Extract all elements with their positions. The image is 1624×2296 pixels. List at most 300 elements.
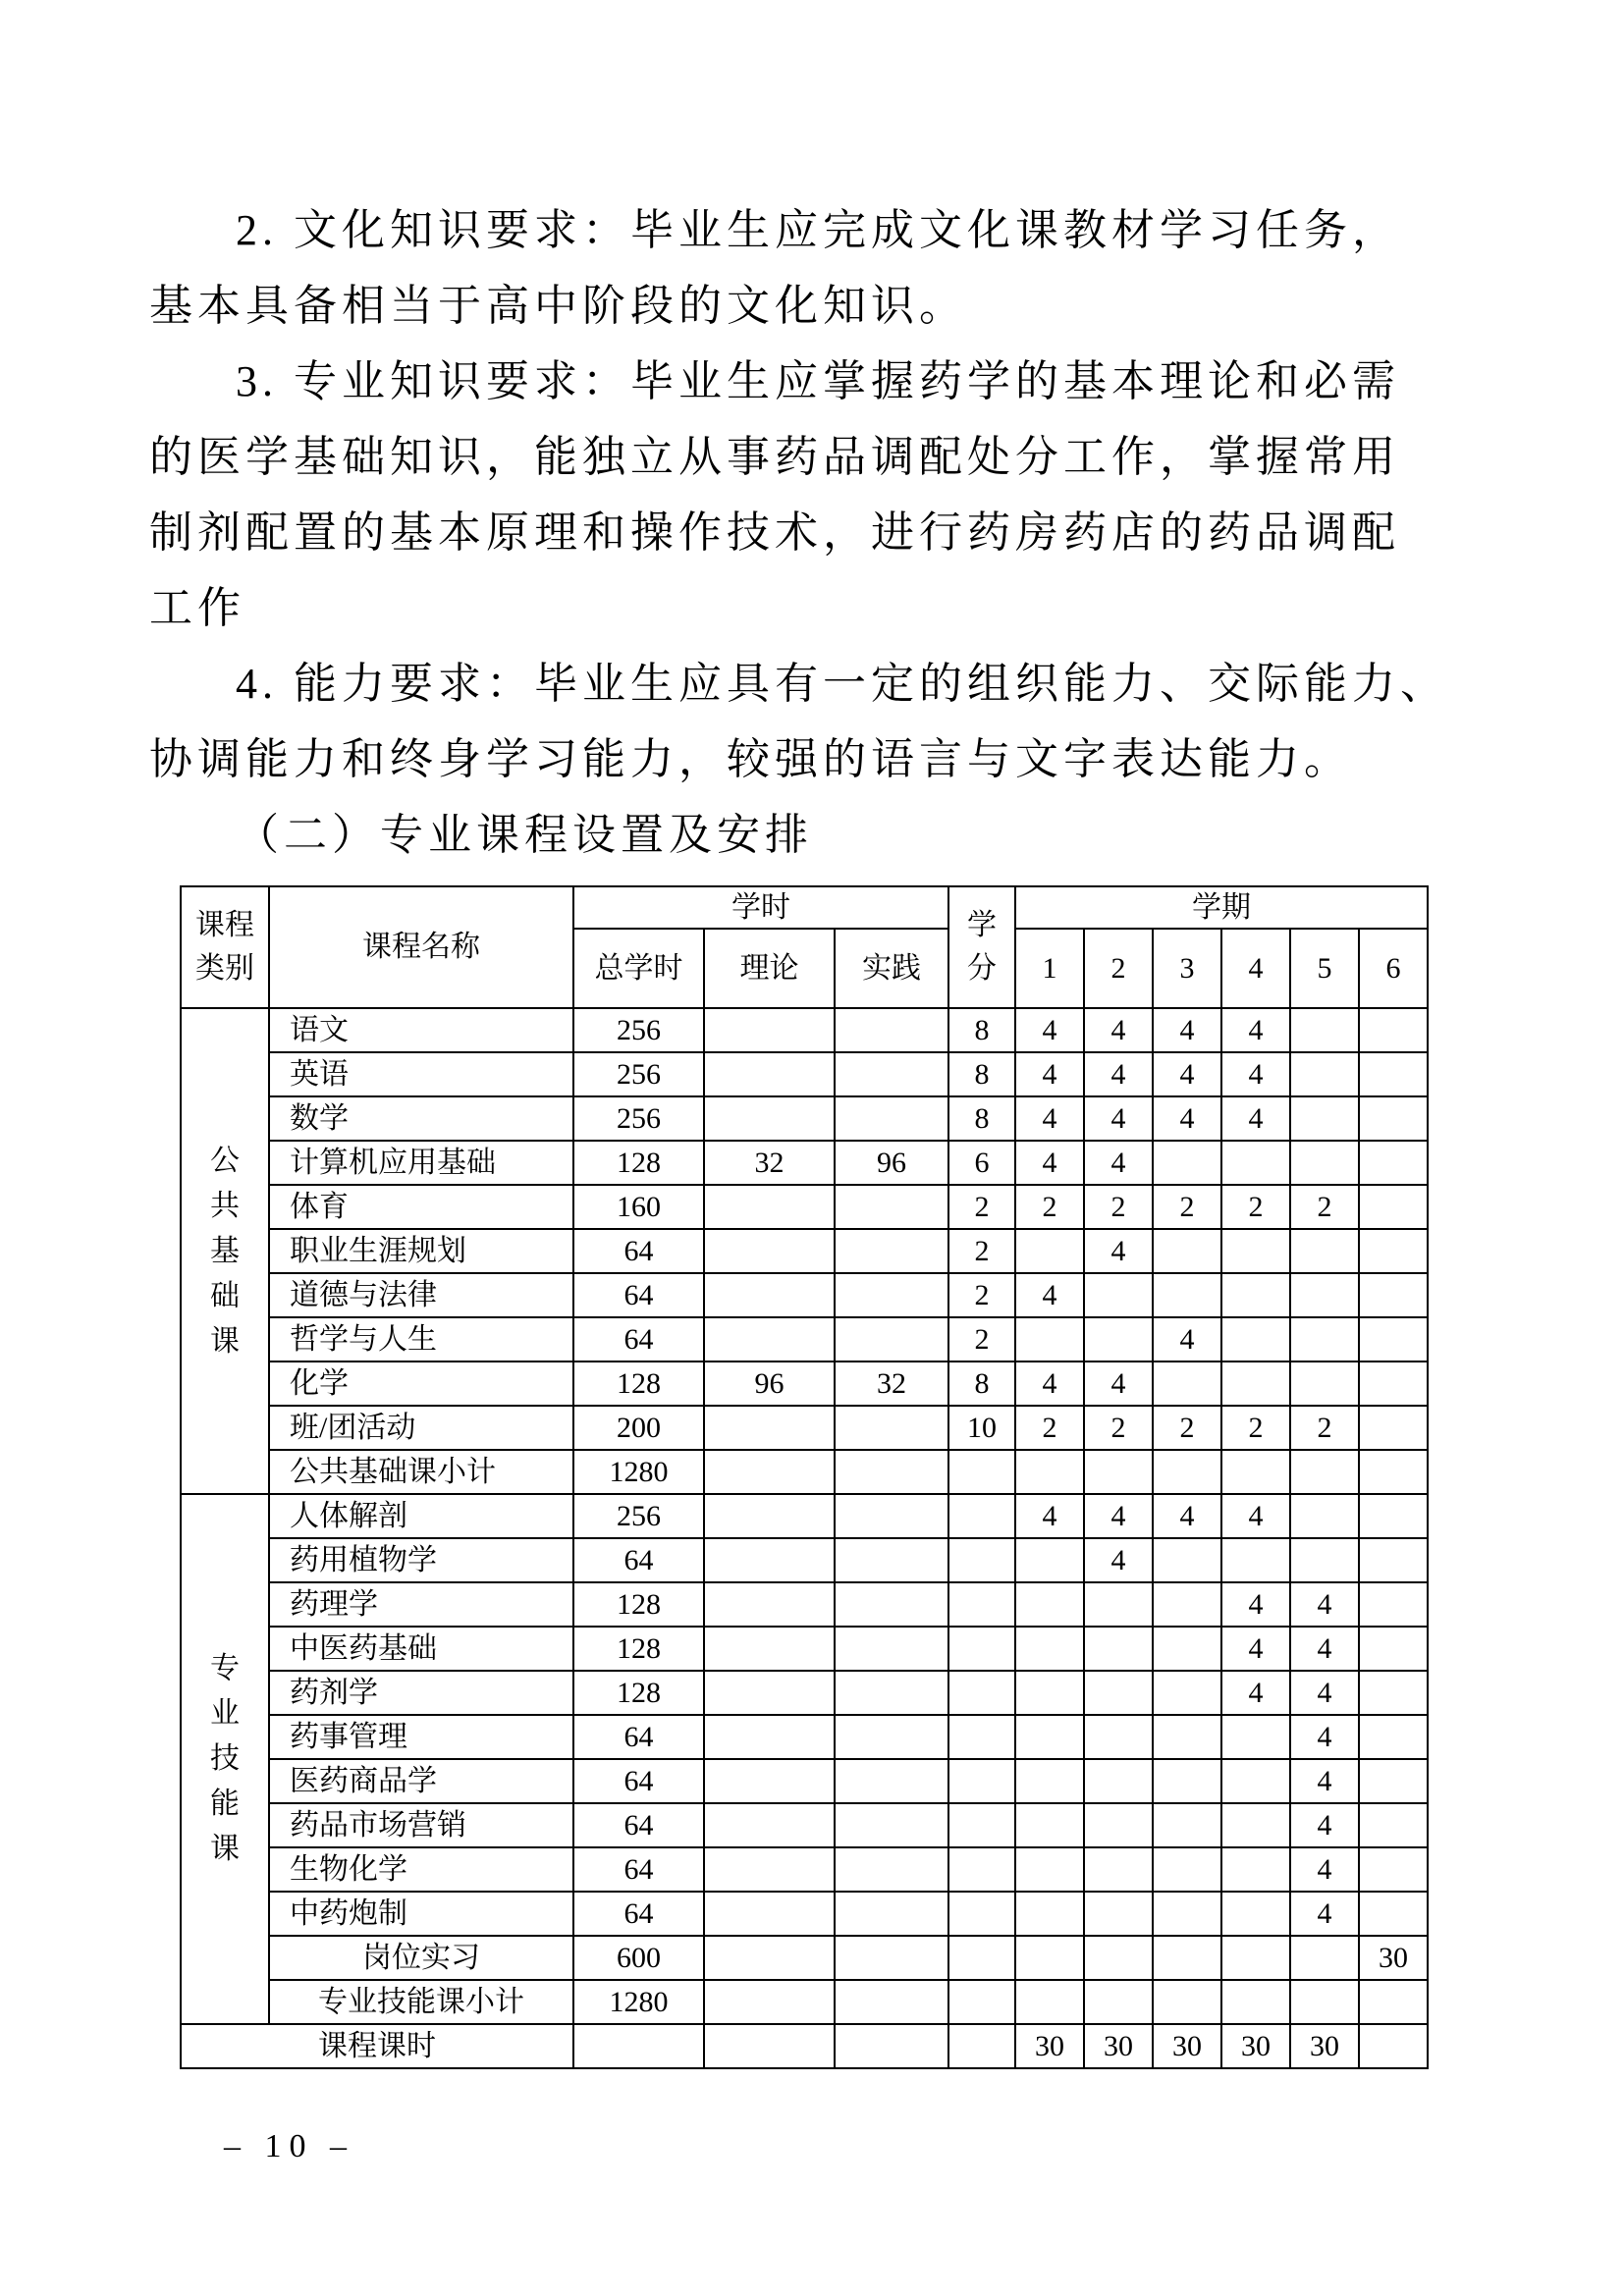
- cell-sem-1: [1015, 1582, 1084, 1627]
- cell-sem-4: [1221, 1362, 1290, 1406]
- cell-sem-4: [1221, 1847, 1290, 1892]
- cell-sem-3: [1153, 1582, 1221, 1627]
- header-semester-6: 6: [1359, 929, 1428, 1008]
- cell-practice: [835, 1759, 948, 1803]
- cell-total: 128: [573, 1141, 704, 1185]
- cell-practice: [835, 1406, 948, 1450]
- cell-sem-4: 4: [1221, 1582, 1290, 1627]
- cell-name: 化学: [269, 1362, 573, 1406]
- cell-theory: [704, 1671, 835, 1715]
- cell-sem-2: 4: [1084, 1229, 1153, 1273]
- header-semester-1: 1: [1015, 929, 1084, 1008]
- cell-credit: [948, 1759, 1015, 1803]
- cell-sem-4: [1221, 1229, 1290, 1273]
- cell-sem-4: 2: [1221, 1185, 1290, 1229]
- cell-practice: [835, 1582, 948, 1627]
- header-row-1: [181, 886, 1428, 929]
- cell-sem-2: [1084, 1803, 1153, 1847]
- cell-credit: 2: [948, 1185, 1015, 1229]
- cell-credit: [948, 1715, 1015, 1759]
- cell-sem-5: [1290, 1980, 1359, 2024]
- cell-theory: [704, 1803, 835, 1847]
- course-row: [181, 1538, 1428, 1582]
- cell-sem-6: [1359, 1671, 1428, 1715]
- paragraph-line: 4. 能力要求：毕业生应具有一定的组织能力、交际能力、: [236, 660, 1448, 708]
- cell-sem-5: 2: [1290, 1406, 1359, 1450]
- cell-sem-3: 2: [1153, 1185, 1221, 1229]
- cell-sem-5: [1290, 1936, 1359, 1980]
- cell-credit: [948, 1936, 1015, 1980]
- cell-name: 计算机应用基础: [269, 1141, 573, 1185]
- cell-total: 64: [573, 1847, 704, 1892]
- course-row: [181, 1096, 1428, 1141]
- cell-sem-6: [1359, 1273, 1428, 1317]
- cell-sem-3: [1153, 1892, 1221, 1936]
- cell-sem-3: 4: [1153, 1096, 1221, 1141]
- cell-total: 64: [573, 1892, 704, 1936]
- header-semester-group: 学期: [1015, 886, 1428, 929]
- course-row: [181, 1185, 1428, 1229]
- cell-sem-6: [1359, 1582, 1428, 1627]
- cell-total: [573, 2024, 704, 2068]
- cell-credit: [948, 1847, 1015, 1892]
- header-semester-5: 5: [1290, 929, 1359, 1008]
- cell-sem-4: [1221, 1980, 1290, 2024]
- cell-practice: [835, 1671, 948, 1715]
- cell-sem-2: 4: [1084, 1362, 1153, 1406]
- category-cell: [181, 1494, 269, 2024]
- total-hours-row: [181, 2024, 1428, 2068]
- cell-sem-6: [1359, 1317, 1428, 1362]
- paragraph-line: 3. 专业知识要求：毕业生应掌握药学的基本理论和必需: [236, 357, 1400, 405]
- cell-theory: [704, 1229, 835, 1273]
- course-row: [181, 1892, 1428, 1936]
- cell-credit: [948, 1627, 1015, 1671]
- cell-sem-1: 4: [1015, 1273, 1084, 1317]
- cell-name: 岗位实习: [269, 1936, 573, 1980]
- course-row: [181, 1494, 1428, 1538]
- cell-sem-6: [1359, 1980, 1428, 2024]
- cell-sem-2: [1084, 1759, 1153, 1803]
- cell-sem-3: [1153, 1715, 1221, 1759]
- cell-credit: [948, 2024, 1015, 2068]
- cell-sem-2: 2: [1084, 1185, 1153, 1229]
- cell-total: 600: [573, 1936, 704, 1980]
- cell-sem-5: [1290, 1450, 1359, 1494]
- cell-theory: [704, 1759, 835, 1803]
- cell-name: 药品市场营销: [269, 1803, 573, 1847]
- header-credit-label: 学分: [967, 909, 998, 985]
- cell-theory: [704, 1715, 835, 1759]
- cell-sem-3: [1153, 1936, 1221, 1980]
- cell-sem-6: [1359, 1759, 1428, 1803]
- cell-theory: [704, 1847, 835, 1892]
- cell-sem-6: [1359, 1141, 1428, 1185]
- header-category-label: 课程类别: [195, 909, 254, 985]
- cell-sem-1: [1015, 1759, 1084, 1803]
- course-row: [181, 1803, 1428, 1847]
- cell-sem-2: [1084, 1450, 1153, 1494]
- paragraph-line: 协调能力和终身学习能力，较强的语言与文字表达能力。: [149, 735, 1352, 783]
- cell-theory: [704, 1052, 835, 1096]
- cell-sem-1: 30: [1015, 2024, 1084, 2068]
- cell-practice: [835, 1317, 948, 1362]
- cell-sem-3: [1153, 1980, 1221, 2024]
- cell-sem-1: [1015, 1671, 1084, 1715]
- cell-sem-5: [1290, 1273, 1359, 1317]
- page-number: – 10 –: [224, 2128, 354, 2164]
- cell-sem-2: [1084, 1627, 1153, 1671]
- cell-name: 药剂学: [269, 1671, 573, 1715]
- course-row: [181, 1008, 1428, 1052]
- cell-sem-1: 2: [1015, 1406, 1084, 1450]
- cell-name: 职业生涯规划: [269, 1229, 573, 1273]
- cell-name: 道德与法律: [269, 1273, 573, 1317]
- cell-sem-1: 4: [1015, 1008, 1084, 1052]
- cell-sem-4: 4: [1221, 1096, 1290, 1141]
- cell-name: 班/团活动: [269, 1406, 573, 1450]
- cell-sem-2: [1084, 1892, 1153, 1936]
- cell-sem-3: 4: [1153, 1317, 1221, 1362]
- cell-theory: [704, 1627, 835, 1671]
- cell-credit: 8: [948, 1096, 1015, 1141]
- cell-sem-5: [1290, 1229, 1359, 1273]
- cell-sem-4: [1221, 1715, 1290, 1759]
- cell-sem-6: [1359, 1892, 1428, 1936]
- cell-sem-1: [1015, 1229, 1084, 1273]
- cell-sem-1: 2: [1015, 1185, 1084, 1229]
- cell-credit: [948, 1892, 1015, 1936]
- cell-total: 64: [573, 1538, 704, 1582]
- header-course-name: 课程名称: [269, 886, 573, 1008]
- cell-practice: [835, 1538, 948, 1582]
- header-category: [181, 886, 269, 1008]
- cell-sem-4: 2: [1221, 1406, 1290, 1450]
- cell-sem-4: [1221, 1936, 1290, 1980]
- cell-sem-3: [1153, 1141, 1221, 1185]
- cell-total: 256: [573, 1494, 704, 1538]
- cell-sem-1: [1015, 1715, 1084, 1759]
- cell-credit: [948, 1494, 1015, 1538]
- cell-name: 中医药基础: [269, 1627, 573, 1671]
- header-theory: 理论: [704, 929, 835, 1008]
- cell-sem-5: 4: [1290, 1627, 1359, 1671]
- cell-sem-5: 4: [1290, 1582, 1359, 1627]
- cell-sem-3: 30: [1153, 2024, 1221, 2068]
- cell-sem-2: [1084, 1317, 1153, 1362]
- cell-practice: [835, 1980, 948, 2024]
- cell-practice: [835, 1185, 948, 1229]
- cell-sem-3: 4: [1153, 1052, 1221, 1096]
- cell-sem-5: [1290, 1317, 1359, 1362]
- cell-theory: 32: [704, 1141, 835, 1185]
- cell-sem-2: 4: [1084, 1096, 1153, 1141]
- cell-total: 1280: [573, 1980, 704, 2024]
- cell-sem-2: [1084, 1671, 1153, 1715]
- cell-theory: [704, 1406, 835, 1450]
- cell-practice: [835, 1803, 948, 1847]
- cell-credit: [948, 1538, 1015, 1582]
- cell-theory: [704, 1538, 835, 1582]
- course-row: [181, 1052, 1428, 1096]
- cell-practice: [835, 1052, 948, 1096]
- course-row: [181, 1450, 1428, 1494]
- cell-practice: [835, 1096, 948, 1141]
- cell-total: 128: [573, 1627, 704, 1671]
- cell-sem-3: 4: [1153, 1494, 1221, 1538]
- cell-name: 专业技能课小计: [269, 1980, 573, 2024]
- cell-total: 64: [573, 1273, 704, 1317]
- cell-sem-4: [1221, 1759, 1290, 1803]
- cell-credit: [948, 1803, 1015, 1847]
- cell-total: 160: [573, 1185, 704, 1229]
- paragraph-line: 2. 文化知识要求：毕业生应完成文化课教材学习任务，: [236, 206, 1400, 254]
- cell-sem-1: 4: [1015, 1052, 1084, 1096]
- cell-name: 药理学: [269, 1582, 573, 1627]
- cell-credit: 8: [948, 1362, 1015, 1406]
- cell-total: 128: [573, 1582, 704, 1627]
- cell-credit: 8: [948, 1052, 1015, 1096]
- cell-sem-6: [1359, 1008, 1428, 1052]
- cell-credit: 10: [948, 1406, 1015, 1450]
- cell-theory: [704, 1582, 835, 1627]
- cell-sem-3: [1153, 1803, 1221, 1847]
- cell-sem-5: [1290, 1008, 1359, 1052]
- cell-footer-label: 课程课时: [181, 2024, 573, 2068]
- cell-sem-3: [1153, 1671, 1221, 1715]
- cell-sem-6: [1359, 1715, 1428, 1759]
- course-row: [181, 1582, 1428, 1627]
- cell-total: 64: [573, 1715, 704, 1759]
- paragraph-line: 制剂配置的基本原理和操作技术，进行药房药店的药品调配: [149, 508, 1400, 557]
- cell-practice: [835, 1847, 948, 1892]
- cell-sem-5: 30: [1290, 2024, 1359, 2068]
- cell-name: 中药炮制: [269, 1892, 573, 1936]
- cell-sem-1: 4: [1015, 1096, 1084, 1141]
- course-row: [181, 1141, 1428, 1185]
- cell-theory: [704, 1494, 835, 1538]
- body-text: [149, 192, 1494, 873]
- cell-sem-1: [1015, 1936, 1084, 1980]
- cell-name: 药事管理: [269, 1715, 573, 1759]
- paragraph-line: 的医学基础知识，能独立从事药品调配处分工作，掌握常用: [149, 433, 1400, 481]
- header-total-hours: 总学时: [573, 929, 704, 1008]
- cell-sem-6: [1359, 1406, 1428, 1450]
- table-footer: [181, 2024, 1428, 2068]
- cell-sem-3: [1153, 1362, 1221, 1406]
- cell-practice: [835, 1892, 948, 1936]
- cell-practice: 96: [835, 1141, 948, 1185]
- cell-theory: [704, 1185, 835, 1229]
- cell-theory: [704, 1892, 835, 1936]
- cell-practice: [835, 2024, 948, 2068]
- cell-sem-5: [1290, 1362, 1359, 1406]
- cell-sem-5: 4: [1290, 1847, 1359, 1892]
- cell-theory: [704, 1273, 835, 1317]
- cell-sem-5: 4: [1290, 1803, 1359, 1847]
- course-row: [181, 1847, 1428, 1892]
- cell-sem-5: 2: [1290, 1185, 1359, 1229]
- cell-total: 128: [573, 1362, 704, 1406]
- cell-total: 1280: [573, 1450, 704, 1494]
- course-row: [181, 1317, 1428, 1362]
- header-credit: [948, 886, 1015, 1008]
- course-row: [181, 1627, 1428, 1671]
- cell-sem-6: [1359, 1847, 1428, 1892]
- cell-theory: 96: [704, 1362, 835, 1406]
- cell-sem-3: 4: [1153, 1008, 1221, 1052]
- category-label: 公共基础课: [210, 1144, 240, 1358]
- cell-sem-1: [1015, 1847, 1084, 1892]
- cell-sem-2: [1084, 1715, 1153, 1759]
- cell-sem-4: [1221, 1141, 1290, 1185]
- cell-sem-2: [1084, 1582, 1153, 1627]
- cell-practice: [835, 1936, 948, 1980]
- cell-credit: [948, 1980, 1015, 2024]
- cell-sem-3: [1153, 1273, 1221, 1317]
- course-row: [181, 1715, 1428, 1759]
- cell-sem-6: [1359, 1229, 1428, 1273]
- cell-sem-2: 4: [1084, 1538, 1153, 1582]
- cell-sem-1: [1015, 1317, 1084, 1362]
- cell-sem-5: 4: [1290, 1892, 1359, 1936]
- cell-name: 哲学与人生: [269, 1317, 573, 1362]
- cell-sem-1: [1015, 1627, 1084, 1671]
- cell-sem-6: [1359, 1803, 1428, 1847]
- category-label: 专业技能课: [210, 1652, 240, 1865]
- cell-sem-6: [1359, 1494, 1428, 1538]
- cell-sem-5: 4: [1290, 1671, 1359, 1715]
- cell-sem-6: [1359, 2024, 1428, 2068]
- cell-sem-3: [1153, 1229, 1221, 1273]
- cell-theory: [704, 1936, 835, 1980]
- cell-total: 200: [573, 1406, 704, 1450]
- cell-sem-4: [1221, 1538, 1290, 1582]
- cell-sem-4: 30: [1221, 2024, 1290, 2068]
- cell-sem-4: [1221, 1892, 1290, 1936]
- cell-practice: [835, 1715, 948, 1759]
- table-header: [181, 886, 1428, 1008]
- section-heading: （二）专业课程设置及安排: [236, 811, 813, 859]
- cell-name: 英语: [269, 1052, 573, 1096]
- cell-sem-1: [1015, 1980, 1084, 2024]
- course-row: [181, 1362, 1428, 1406]
- cell-sem-2: [1084, 1980, 1153, 2024]
- cell-theory: [704, 1980, 835, 2024]
- cell-sem-4: 4: [1221, 1627, 1290, 1671]
- cell-sem-5: [1290, 1052, 1359, 1096]
- cell-sem-6: [1359, 1362, 1428, 1406]
- cell-sem-1: [1015, 1450, 1084, 1494]
- cell-theory: [704, 1008, 835, 1052]
- course-row: [181, 1229, 1428, 1273]
- cell-total: 64: [573, 1229, 704, 1273]
- cell-name: 医药商品学: [269, 1759, 573, 1803]
- header-hours-group: 学时: [573, 886, 948, 929]
- cell-sem-4: 4: [1221, 1494, 1290, 1538]
- cell-credit: 6: [948, 1141, 1015, 1185]
- cell-sem-2: 4: [1084, 1052, 1153, 1096]
- cell-sem-3: [1153, 1847, 1221, 1892]
- cell-sem-1: [1015, 1538, 1084, 1582]
- cell-sem-4: [1221, 1317, 1290, 1362]
- cell-total: 256: [573, 1096, 704, 1141]
- cell-theory: [704, 2024, 835, 2068]
- cell-name: 生物化学: [269, 1847, 573, 1892]
- cell-sem-2: [1084, 1847, 1153, 1892]
- cell-name: 体育: [269, 1185, 573, 1229]
- cell-theory: [704, 1096, 835, 1141]
- cell-sem-6: [1359, 1538, 1428, 1582]
- paragraph-line: 工作: [149, 584, 245, 632]
- cell-sem-4: 4: [1221, 1052, 1290, 1096]
- cell-sem-1: [1015, 1803, 1084, 1847]
- cell-sem-2: [1084, 1273, 1153, 1317]
- cell-sem-4: [1221, 1803, 1290, 1847]
- course-row: [181, 1406, 1428, 1450]
- cell-sem-6: [1359, 1185, 1428, 1229]
- cell-sem-5: [1290, 1141, 1359, 1185]
- cell-sem-1: [1015, 1892, 1084, 1936]
- cell-sem-3: 2: [1153, 1406, 1221, 1450]
- course-row: [181, 1759, 1428, 1803]
- header-semester-3: 3: [1153, 929, 1221, 1008]
- cell-practice: [835, 1008, 948, 1052]
- course-schedule-table: [180, 885, 1429, 2069]
- cell-credit: 2: [948, 1229, 1015, 1273]
- course-row: [181, 1936, 1428, 1980]
- cell-practice: [835, 1273, 948, 1317]
- cell-sem-3: [1153, 1538, 1221, 1582]
- cell-sem-2: 2: [1084, 1406, 1153, 1450]
- cell-practice: [835, 1450, 948, 1494]
- cell-total: 256: [573, 1052, 704, 1096]
- cell-sem-5: [1290, 1494, 1359, 1538]
- cell-name: 数学: [269, 1096, 573, 1141]
- cell-sem-4: 4: [1221, 1008, 1290, 1052]
- cell-sem-2: [1084, 1936, 1153, 1980]
- header-semester-4: 4: [1221, 929, 1290, 1008]
- cell-sem-2: 4: [1084, 1494, 1153, 1538]
- cell-name: 药用植物学: [269, 1538, 573, 1582]
- cell-credit: [948, 1671, 1015, 1715]
- cell-total: 64: [573, 1803, 704, 1847]
- cell-practice: [835, 1229, 948, 1273]
- cell-sem-1: 4: [1015, 1362, 1084, 1406]
- cell-sem-5: [1290, 1538, 1359, 1582]
- cell-sem-4: [1221, 1450, 1290, 1494]
- cell-sem-4: 4: [1221, 1671, 1290, 1715]
- cell-name: 语文: [269, 1008, 573, 1052]
- cell-sem-6: 30: [1359, 1936, 1428, 1980]
- paragraph-line: 基本具备相当于高中阶段的文化知识。: [149, 282, 967, 330]
- cell-total: 128: [573, 1671, 704, 1715]
- header-semester-2: 2: [1084, 929, 1153, 1008]
- cell-sem-5: [1290, 1096, 1359, 1141]
- category-cell: [181, 1008, 269, 1494]
- course-table-body: [181, 1008, 1428, 2024]
- cell-credit: [948, 1450, 1015, 1494]
- cell-credit: [948, 1582, 1015, 1627]
- course-row: [181, 1980, 1428, 2024]
- cell-sem-2: 30: [1084, 2024, 1153, 2068]
- course-row: [181, 1671, 1428, 1715]
- cell-theory: [704, 1450, 835, 1494]
- cell-sem-6: [1359, 1096, 1428, 1141]
- cell-sem-6: [1359, 1450, 1428, 1494]
- cell-sem-6: [1359, 1052, 1428, 1096]
- cell-total: 64: [573, 1759, 704, 1803]
